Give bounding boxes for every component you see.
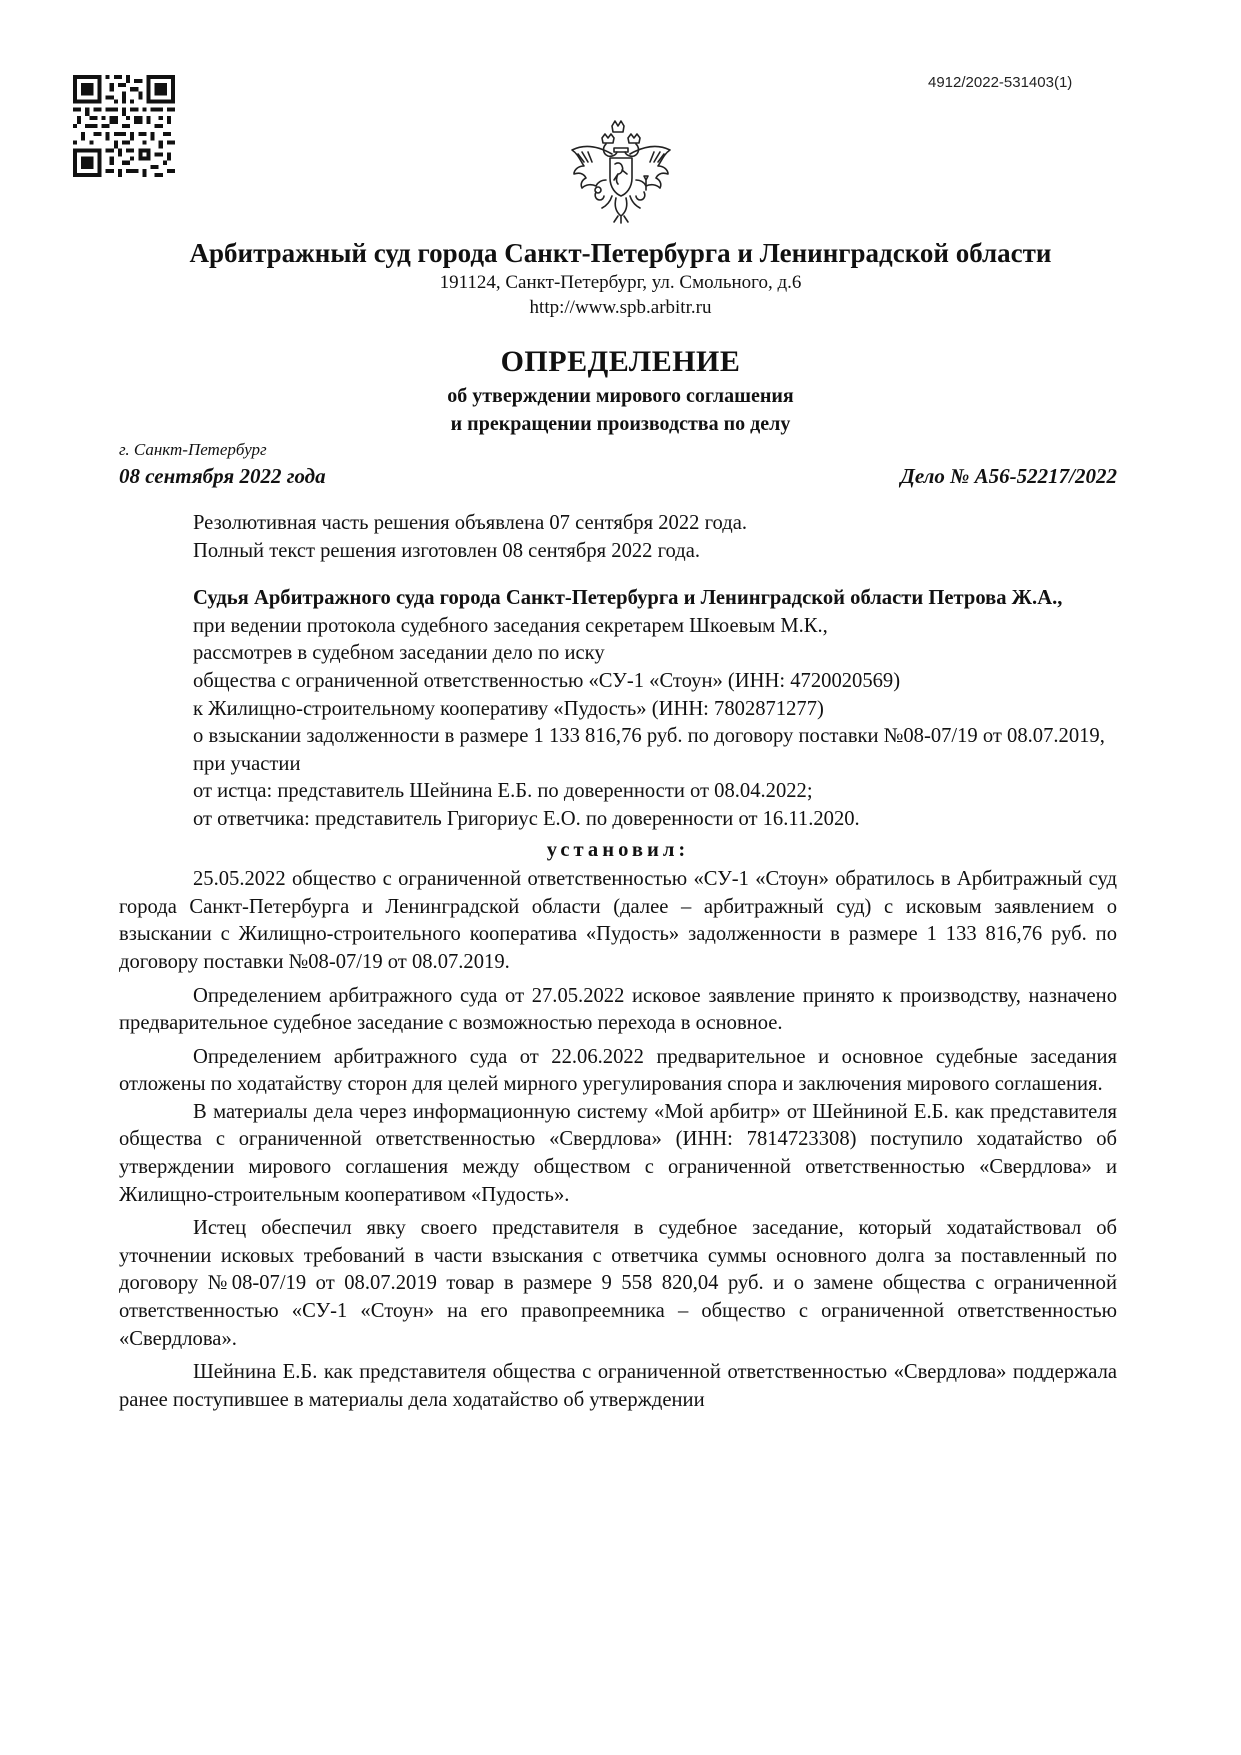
document-date: 08 сентября 2022 года [119,464,326,488]
paragraph-1: 25.05.2022 общество с ограниченной ответственностью «СУ-1 «Стоун» обратилось в Арбитражный суд города Санкт-Петербурга и Ленинградской области (далее – арбитражный суд) с исковым заявлением о взыскании с Жилищно-строительного кооператива «Пудость» задолженности в размере 1 133 816,76 руб. по договору поставки №08-07/19 от 08.07.2019. [119,868,1117,973]
document-title: ОПРЕДЕЛЕНИЕ [500,345,741,378]
intro-line-2: Полный текст решения изготовлен 08 сентября 2022 года. [193,539,701,562]
court-url: http://www.spb.arbitr.ru [529,297,712,318]
subject-line: о взыскании задолженности в размере 1 133 816,76 руб. по договору поставки №08-07/19 от 08.07.2019, [193,725,1105,748]
coat-of-arms-icon [568,118,674,226]
court-name: Арбитражный суд города Санкт-Петербурга и Ленинградской области [189,238,1052,268]
document-id: 4912/2022-531403(1) [928,74,1073,91]
participation-line: при участии [193,752,301,775]
document-subtitle-line-2: и прекращении производства по делу [450,413,791,435]
defendant-line: к Жилищно-строительному кооперативу «Пудость» (ИНН: 7802871277) [193,697,824,720]
paragraph-5: Истец обеспечил явку своего представителя в судебное заседание, который ходатайствовал об уточнении исковых требований в части взыскания с ответчика суммы основного долга за поставленный по договору №08-07/19 от 08.07.2019 товар в размере 9 558 820,04 руб. и о замене общества с ограниченной ответственностью «СУ-1 «Стоун» на его правопреемника – общество с ограниченной ответственностью «Свердлова». [119,1217,1117,1350]
paragraph-3: Определением арбитражного суда от 22.06.2022 предварительное и основное судебные заседания отложены по ходатайству сторон для целей мирного урегулирования спора и заключения мирового соглашения. [119,1045,1117,1096]
paragraph-6: Шейнина Е.Б. как представителя общества с ограниченной ответственностью «Свердлова» поддержала ранее поступившее в материалы дела ходатайство об утверждении [119,1361,1117,1411]
paragraph-2: Определением арбитражного суда от 27.05.2022 исковое заявление принято к производству, назначено предварительное судебное заседание с возможностью перехода в основное. [119,984,1117,1035]
city: г. Санкт-Петербург [119,440,267,459]
defendant-representative-line: от ответчика: представитель Григориус Е.О. по доверенности от 16.11.2020. [193,807,860,830]
secretary-line: при ведении протокола судебного заседания секретарем Шкоевым М.К., [193,614,828,637]
intro-line-1: Резолютивная часть решения объявлена 07 сентября 2022 года. [193,512,747,534]
document-subtitle-line-1: об утверждении мирового соглашения [447,385,794,407]
plaintiff-line: общества с ограниченной ответственностью «СУ-1 «Стоун» (ИНН: 4720020569) [193,669,901,692]
qr-code [73,75,175,177]
case-number: Дело № А56-52217/2022 [900,464,1117,488]
document-body [119,510,1117,1414]
established-heading: установил: [546,838,690,861]
plaintiff-representative-line: от истца: представитель Шейнина Е.Б. по доверенности от 08.04.2022; [193,780,813,803]
judge-line: Судья Арбитражного суда города Санкт-Петербурга и Ленинградской области Петрова Ж.А., [193,587,1063,610]
paragraph-4: В материалы дела через информационную систему «Мой арбитр» от Шейниной Е.Б. как представителя общества с ограниченной ответственностью «Свердлова» (ИНН: 7814723308) поступило ходатайство об утверждении мирового соглашения между обществом с ограниченной ответственностью «Свердлова» и Жилищно-строительным кооперативом «Пудость». [119,1100,1117,1206]
considering-line: рассмотрев в судебном заседании дело по иску [193,642,605,665]
court-address: 191124, Санкт-Петербург, ул. Смольного, д.6 [439,272,802,293]
